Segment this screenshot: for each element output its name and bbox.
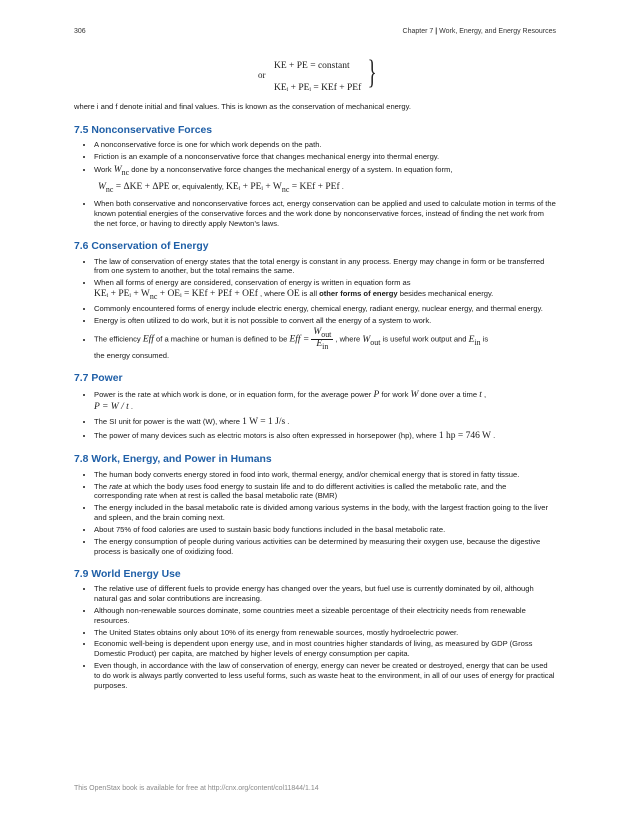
list-item: • Energy is often utilized to do work, but it is not possible to convert all the energy of a system to work.	[94, 316, 556, 326]
list-item: • Economic well-being is dependent upon energy use, and in most countries higher standards of living, as measured by GDP (Gross Domestic Product) per capita, are matched by higher levels of energy consumption per capita.	[94, 639, 556, 659]
section-7-5-title: 7.5 Nonconservative Forces	[74, 124, 213, 136]
list-item: • When both conservative and nonconservative forces act, energy conservation can be applied and used to calculate motion in terms of the known potential energies of the conservative forces and the work done by nonconservative forces, instead of finding the net work from the net force, or having to directly apply Newton’s laws.	[94, 199, 556, 229]
text: The efficiency	[94, 334, 143, 344]
list-item	[94, 278, 556, 302]
text: The SI unit for power is the watt (W), where	[94, 416, 243, 426]
equation: Eff =	[289, 334, 310, 345]
text: The	[94, 481, 110, 491]
list-item: • Even though, in accordance with the law of conservation of energy, energy can never be created or destroyed, energy that can be used to do work is always partly converted to less useful forms, such as waste heat to the environment, in all of our uses of energy for practical purposes.	[94, 661, 556, 691]
equation: $W_{nc} = \Delta KE + \Delta PE$	[98, 182, 170, 195]
list-item: • Friction is an example of a nonconservative force that changes mechanical energy into thermal energy.	[94, 152, 556, 162]
equation: KEᵢ + PEᵢ + $W_{nc}$ + OEᵢ = KEf + PEf + OEf	[94, 289, 258, 302]
text: is	[480, 334, 489, 344]
section-7-8-list	[74, 470, 556, 557]
section-7-6-title: 7.6 Conservation of Energy	[74, 241, 209, 253]
symbol: W	[410, 389, 419, 400]
list-item: • The human body converts energy stored in food into work, thermal energy, and/or chemical energy that is stored in fatty tissue.	[94, 470, 556, 480]
text: is useful work output and	[380, 334, 469, 344]
bold-term: other forms of energy	[319, 289, 398, 299]
page-number: 306	[74, 28, 86, 35]
symbol: OE	[287, 289, 300, 300]
list-item	[94, 389, 556, 414]
mechanical-energy-equations	[74, 56, 556, 100]
list-item: • Commonly encountered forms of energy include electric energy, chemical energy, radiant energy, nuclear energy, and thermal energy.	[94, 304, 556, 314]
text: ,	[481, 389, 487, 399]
equation-or: or	[258, 70, 266, 80]
text: The power of many devices such as electric motors is also often expressed in horsepower (hp), where	[94, 430, 439, 440]
watt-equation: 1 W = 1 J/s	[242, 416, 286, 427]
text: besides mechanical energy.	[397, 289, 494, 299]
conservation-note: where i and f denote initial and final values. This is known as the conservation of mechanical energy.	[74, 102, 411, 111]
text: at which the body uses food energy to sustain life and to do different activities is called the metabolic rate, and the corresponding rate when at rest is called the basal metabolic rate (BMR)	[94, 481, 507, 501]
text: When all forms of energy are considered, conservation of energy is written in equation form as	[94, 278, 411, 288]
footer-attribution: This OpenStax book is available for free at http://cnx.org/content/col11844/1.14	[74, 785, 319, 792]
list-item	[94, 164, 556, 195]
text: .	[491, 430, 496, 440]
section-7-9-title: 7.9 World Energy Use	[74, 568, 181, 580]
list-item: • The law of conservation of energy states that the total energy is constant in any process. Energy may change in form or be transferred from one system to another, but the total remains the same.	[94, 257, 556, 277]
text: .	[339, 182, 344, 192]
chapter-prefix: Chapter 7	[402, 28, 436, 35]
chapter-title: Work, Energy, and Energy Resources	[437, 28, 556, 35]
text: of a machine or human is defined to be	[153, 334, 290, 344]
work-energy-equation	[98, 181, 556, 195]
text: the energy consumed.	[94, 351, 170, 361]
list-item: • The energy included in the basal metabolic rate is divided among various systems in the body, with the largest fraction going to the liver and spleen, and the brain coming next.	[94, 503, 556, 523]
section-7-6-list	[74, 257, 556, 362]
text: or, equivalently,	[169, 182, 227, 192]
text: Power is the rate at which work is done, or in equation form, for the average power	[94, 389, 374, 399]
list-item	[94, 416, 556, 428]
running-header	[403, 27, 556, 36]
text: done by a nonconservative force changes the mechanical energy of a system. In equation form,	[129, 165, 453, 175]
list-item: • The relative use of different fuels to provide energy has changed over the years, but fuel use is currently dominated by oil, although natural gas and solar contributions are increasing.	[94, 584, 556, 604]
text: for work	[379, 389, 411, 399]
list-item: • The United States obtains only about 10% of its energy from renewable sources, mostly hydroelectric power.	[94, 628, 556, 638]
list-item: • About 75% of food calories are used to sustain basic body functions included in the basal metabolic rate.	[94, 525, 556, 535]
symbol: $W_{nc}$	[113, 165, 130, 177]
chapter-separator: |	[435, 28, 438, 35]
right-brace-icon: }	[367, 54, 377, 91]
text: , where	[335, 334, 363, 344]
equation-constant: KE + PE = constant	[274, 61, 350, 71]
text: done over a time	[418, 389, 480, 399]
text: is all	[299, 289, 320, 299]
symbol: t	[479, 389, 482, 400]
section-7-7-title: 7.7 Power	[74, 373, 123, 385]
equation: KEᵢ + PEᵢ + $W_{nc}$ = KEf + PEf	[226, 182, 340, 195]
list-item	[94, 482, 556, 502]
list-item: • Although non-renewable sources dominate, some countries meet a sizeable percentage of their electricity needs from renewable resources.	[94, 606, 556, 626]
list-item	[94, 430, 556, 442]
text: .	[128, 402, 133, 412]
symbol: P	[373, 389, 380, 400]
text: , where	[257, 289, 288, 299]
text: .	[285, 416, 290, 426]
efficiency-fraction: $\frac{W_{out}}{E_{in}}$	[313, 327, 332, 352]
text: Work	[94, 165, 114, 175]
page-content	[74, 56, 556, 702]
horsepower-equation: 1 hp = 746 W	[438, 430, 491, 441]
list-item: • The energy consumption of people during various activities can be determined by measuring their oxygen use, because the digestive process is basically one of oxidizing food.	[94, 537, 556, 557]
symbol: $W_{out}$	[362, 334, 381, 347]
symbol: Eff	[142, 334, 154, 345]
section-7-9-list	[74, 584, 556, 691]
italic-term: rate	[109, 481, 123, 491]
symbol: $E_{in}$	[468, 334, 481, 347]
power-equation: P = W / t	[94, 402, 129, 413]
section-7-5-list	[74, 140, 556, 229]
section-7-8-title: 7.8 Work, Energy, and Power in Humans	[74, 454, 272, 466]
list-item	[94, 328, 556, 361]
section-7-7-list	[74, 389, 556, 442]
list-item: • A nonconservative force is one for which work depends on the path.	[94, 140, 556, 150]
equation-initial-final: KEᵢ + PEᵢ = KEf + PEf	[274, 83, 362, 93]
